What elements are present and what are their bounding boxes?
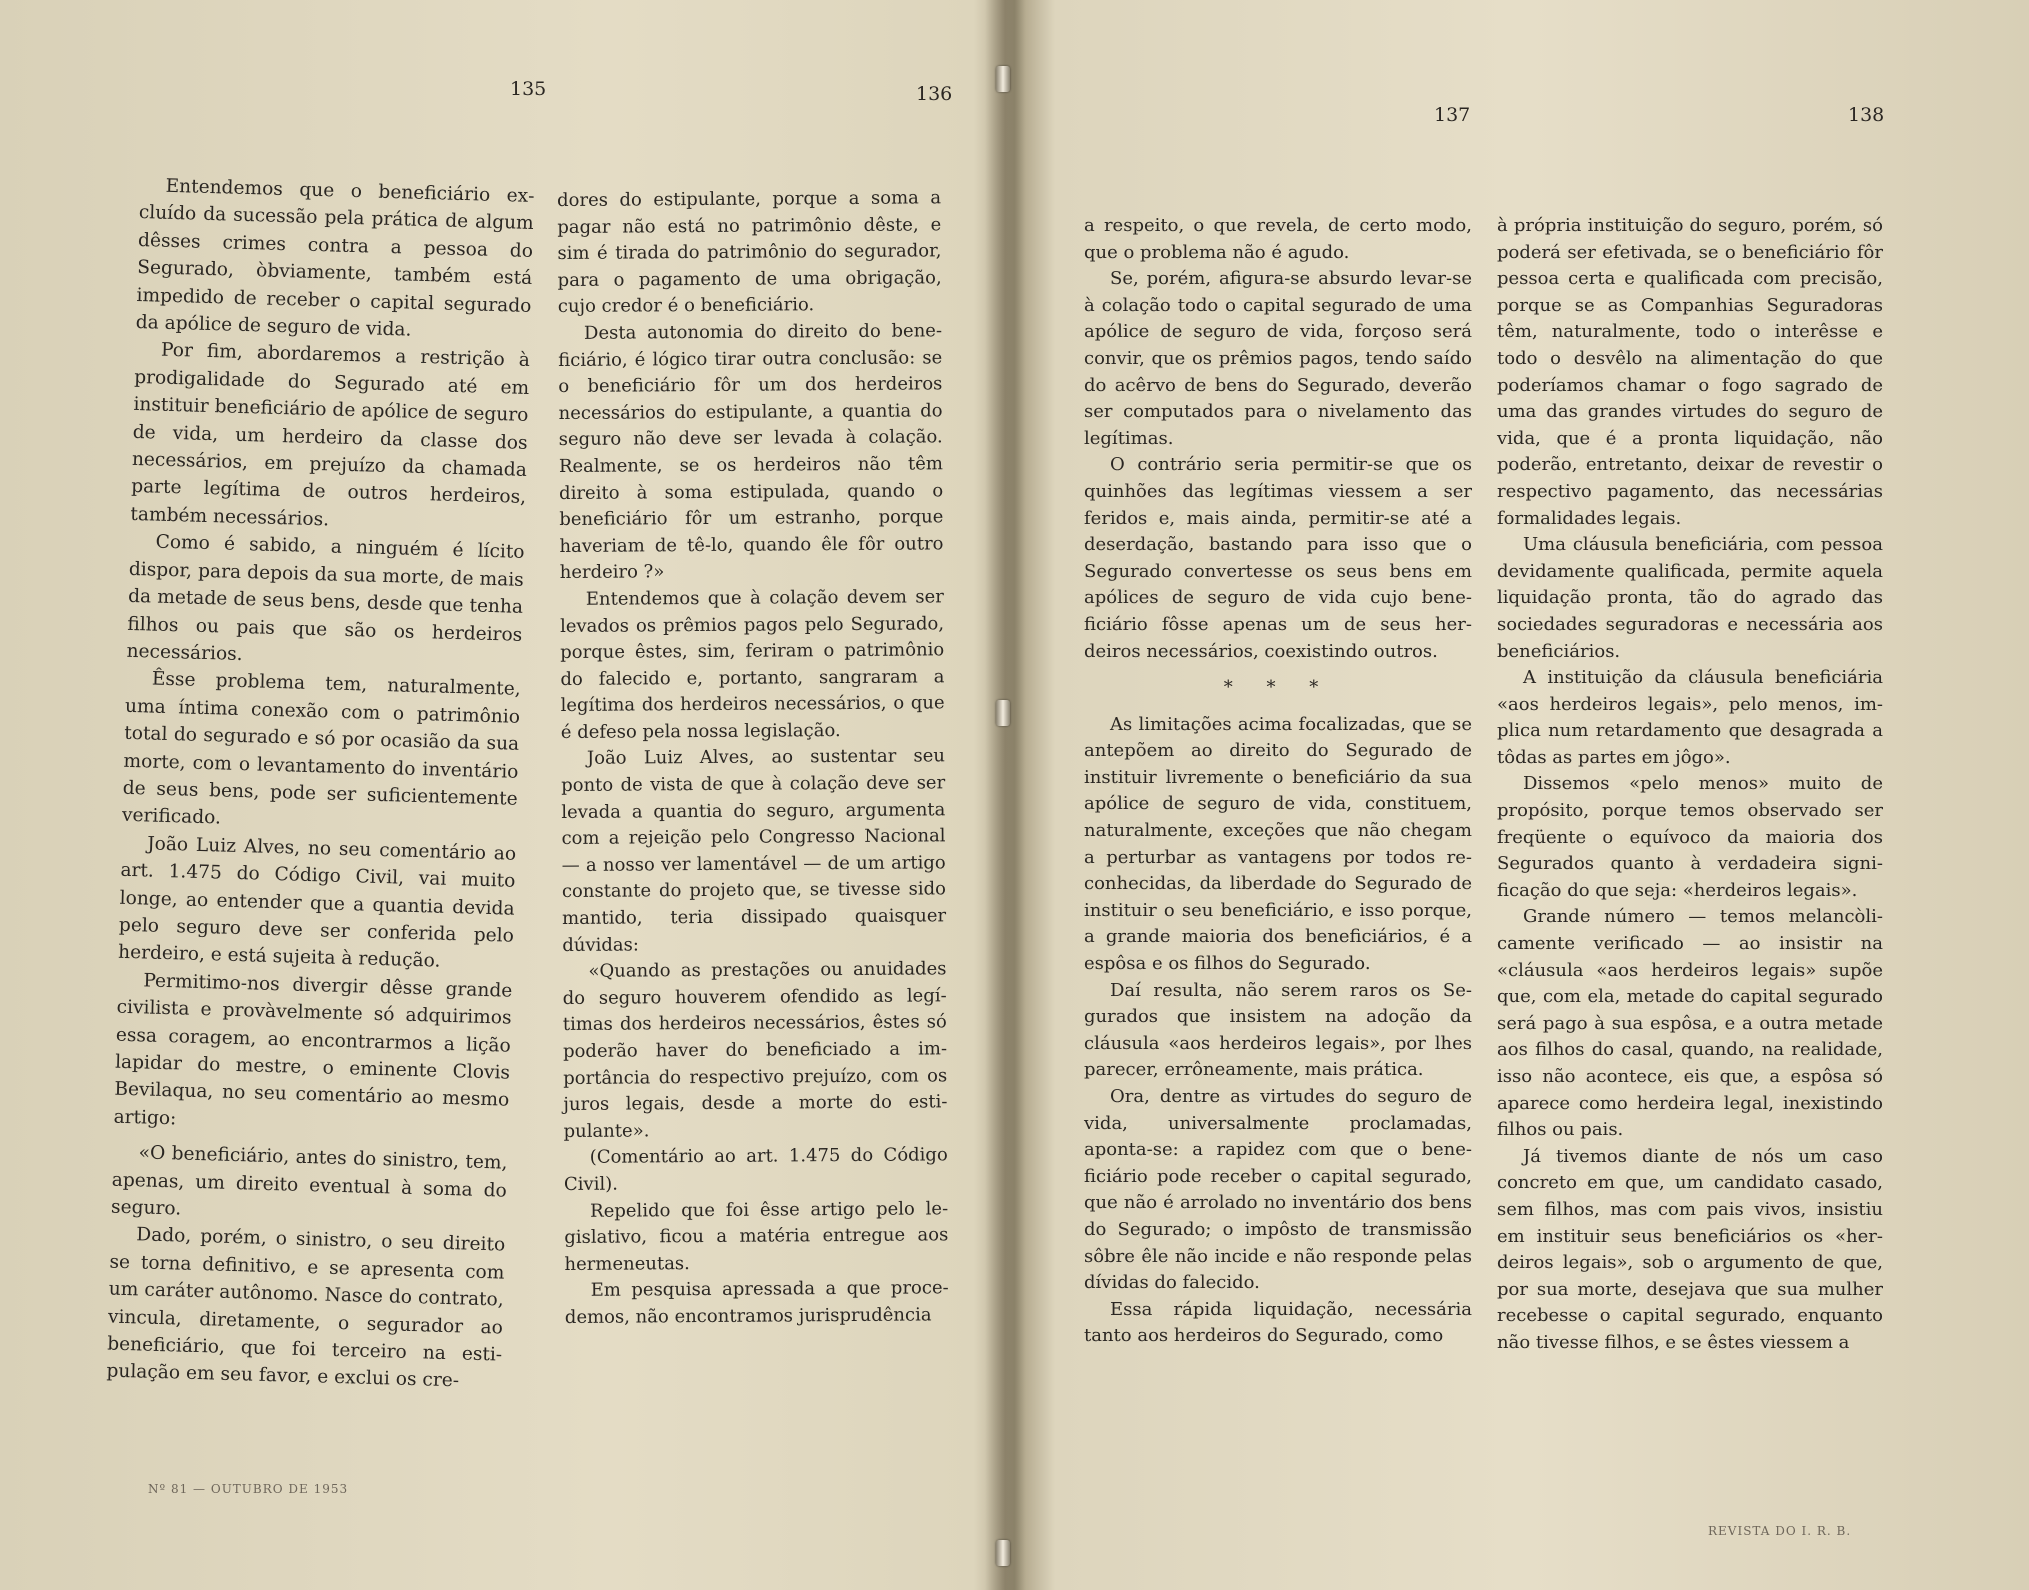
text-column-page-136 [557, 185, 949, 1331]
paragraph: O contrário seria permitir-se que os quinhões das legítimas viessem a ser feridos e, mais ainda, permitir-se até a deserdação, bastando para isso que o Segurado convertesse os seus bens em apólices de seguro de vida cujo beneficiário fôsse apenas um de seus herdeiros necessários, coexistindo outros. [1084, 454, 1472, 662]
page-number-135: 135 [510, 78, 547, 100]
quote-paragraph: «O beneficiário, antes do sinistro, tem, apenas, um direito eventual à soma do seguro. [110, 1142, 508, 1220]
paragraph: Desta autonomia do direito do beneficiário, é lógico tirar outra conclusão: se o beneficiário fôr um dos herdeiros necessários do estipulante, a quantia do seguro não deve ser levada à colação. Realmente, se os herdeiros não têm direito à soma estipulada, quando o beneficiário fôr um estranho, porque haveriam de tê-lo, quando êle fôr outro herdeiro ?» [558, 320, 944, 584]
citation: (Comentário ao art. 1.475 do Código Civil). [563, 1144, 948, 1195]
paragraph: Daí resulta, não serem raros os Segurados que insistem na adoção da cláusula «aos herdeiros legais», por lhes parecer, errôneamente, mais prática. [1084, 979, 1472, 1081]
paragraph: Como é sabido, a ninguém é lícito dispor, para depois da sua morte, de mais da metade de seus bens, desde que tenha filhos ou pais que são os herdeiros necessários. [126, 531, 525, 665]
staple-bottom [996, 1540, 1010, 1566]
text-column-page-137 [1084, 213, 1472, 1350]
paragraph: à própria instituição do seguro, porém, só poderá ser efetivada, se o beneficiário fôr pessoa certa e qualificada com precisão, porque se as Companhias Seguradoras têm, naturalmente, todo o interêsse e todo o desvêlo na alimentação do que poderíamos chamar o fogo sagrado de uma das grandes virtudes do seguro de vida, que é a pronta liquidação, não poderão, entretanto, deixar de revestir o respectivo pagamento, das necessárias formalidades legais. [1497, 215, 1883, 529]
gutter-shadow [985, 0, 1025, 1590]
section-separator: * * * [1223, 677, 1333, 699]
paragraph: Entendemos que o beneficiário excluído da sucessão pela prática de algum dêsses crimes contra a pessoa do Segurado, òbviamente, também está impedido de receber o capital segurado da apólice de seguro de vida. [135, 175, 535, 341]
paragraph: João Luiz Alves, ao sustentar seu ponto de vista de que à colação deve ser levada a quantia do seguro, argumenta com a rejeição pelo Congresso Nacional — a nosso ver lamentável — de um artigo constante do projeto que, se tivesse sido mantido, teria dissipado quaisquer dúvidas: [561, 745, 947, 956]
quote-paragraph: Dado, porém, o sinistro, o seu direito se torna definitivo, e se apresenta com um caráter autônomo. Nasce do contrato, vincula, diretamente, o segurador ao beneficiário, que foi terceiro na estipulação em seu favor, e exclui os cre- [106, 1224, 506, 1392]
paragraph: Por fim, abordaremos a restrição à prodigalidade do Segurado até em instituir beneficiário de apólice de seguro de vida, um herdeiro da classe dos necessários, em prejuízo da chamada parte legítima de outros herdeiros, também necessários. [130, 340, 531, 531]
staple-middle [996, 700, 1010, 726]
footer-issue: Nº 81 — OUTUBRO DE 1953 [148, 1482, 349, 1496]
page-number-138: 138 [1848, 104, 1885, 126]
quote-paragraph: «Quando as prestações ou anuidades do seguro houverem ofendido as legítimas dos herdeiros necessários, êstes só poderão haver do beneficiado a importância do respectivo prejuízo, com os juros legais, desde a morte do estipulante». [562, 958, 948, 1142]
paragraph: a respeito, o que revela, de certo modo, que o problema não é agudo. [1084, 215, 1472, 263]
paragraph: João Luiz Alves, no seu comentário ao art. 1.475 do Código Civil, vai muito longe, ao entender que a quantia devida pelo seguro deve ser conferida pelo herdeiro, e está sujeita à redução. [117, 833, 517, 973]
paragraph: Ora, dentre as virtudes do seguro de vida, universalmente proclamadas, aponta-se: a rapidez com que o beneficiário pode receber o capital segurado, que não é arrolado no inventário dos bens do Segurado; o impôsto de transmissão sôbre êle não incide e não responde pelas dívidas do falecido. [1084, 1086, 1472, 1294]
paragraph: Repelido que foi êsse artigo pelo legislativo, ficou a matéria entregue aos hermeneutas. [564, 1197, 949, 1275]
paragraph: As limitações acima focalizadas, que se antepõem ao direito do Segurado de instituir livremente o beneficiário da sua apólice de seguro de vida, constituem, naturalmente, exceções que não chegam a perturbar as vantagens por todos reconhecidas, da liberdade do Segurado de instituir o seu beneficiário, e isso porque, a grande maioria dos beneficiários, é a espôsa e os filhos do Segurado. [1084, 713, 1472, 975]
text-column-page-135 [106, 172, 535, 1396]
paragraph: A instituição da cláusula beneficiária «aos herdeiros legais», pelo menos, implica num retardamento que desagrada a tôdas as partes em jôgo». [1497, 667, 1883, 768]
footer-magazine: REVISTA DO I. R. B. [1708, 1524, 1852, 1538]
paragraph: Se, porém, afigura-se absurdo levar-se à colação todo o capital segurado de uma apólice de seguro de vida, forçoso será convir, que os prêmios pagos, tendo saído do acêrvo de bens do Segurado, deverão ser computados para o nivelamento das legítimas. [1084, 268, 1472, 449]
paragraph: Êsse problema tem, naturalmente, uma íntima conexão com o patrimônio total do segurado e só por ocasião da sua morte, com o levantamento do inventário de seus bens, pode ser suficientemente verificado. [121, 668, 521, 829]
paragraph: Permitimo-nos divergir dêsse grande civilista e provàvelmente só adquirimos essa coragem, ao encontrarmos a lição lapidar do mestre, o eminente Clovis Bevilaqua, no seu comentário ao mesmo artigo: [113, 970, 513, 1130]
paragraph: Dissemos «pelo menos» muito de propósito, porque temos observado ser freqüente o equívoco da maioria dos Segurados quanto à verdadeira significação do que seja: «herdeiros legais». [1497, 773, 1883, 901]
staple-top [996, 66, 1010, 92]
page-number-137: 137 [1434, 104, 1471, 126]
paragraph: Uma cláusula beneficiária, com pessoa devidamente qualificada, permite aquela liquidação pronta, tão do agrado das sociedades seguradoras e necessária aos beneficiários. [1497, 534, 1883, 662]
text-column-page-138 [1497, 213, 1883, 1357]
paragraph: Grande número — temos melancòlicamente verificado — ao insistir na «cláusula «aos herdeiros legais» supõe que, com ela, metade do capital segurado será pago à sua espôsa, e a outra metade aos filhos do casal, quando, na realidade, isso não acontece, eis que, a espôsa só aparece como herdeira legal, inexistindo filhos ou pais. [1497, 906, 1883, 1141]
paragraph: dores do estipulante, porque a soma a pagar não está no patrimônio dêste, e sim é tirada do patrimônio do segurador, para o pagamento de uma obrigação, cujo credor é o beneficiário. [557, 187, 942, 318]
paragraph: Em pesquisa apressada a que procedemos, não encontramos jurisprudência [564, 1277, 949, 1328]
paragraph: Entendemos que à colação devem ser levados os prêmios pagos pelo Segurado, porque êstes, sim, feriram o patrimônio do falecido e, portanto, sangraram a legítima dos herdeiros necessários, o que é defeso pela nossa legislação. [559, 586, 945, 743]
paragraph: Essa rápida liquidação, necessária tanto aos herdeiros do Segurado, como [1084, 1298, 1472, 1347]
paragraph: Já tivemos diante de nós um caso concreto em que, um candidato casado, sem filhos, mas com pais vivos, insistiu em instituir seus beneficiários os «herdeiros legais», sob o argumento de que, por sua morte, desejava que sua mulher recebesse o capital segurado, enquanto não tivesse filhos, e se êstes viessem a [1497, 1145, 1883, 1353]
page-number-136: 136 [916, 83, 953, 105]
